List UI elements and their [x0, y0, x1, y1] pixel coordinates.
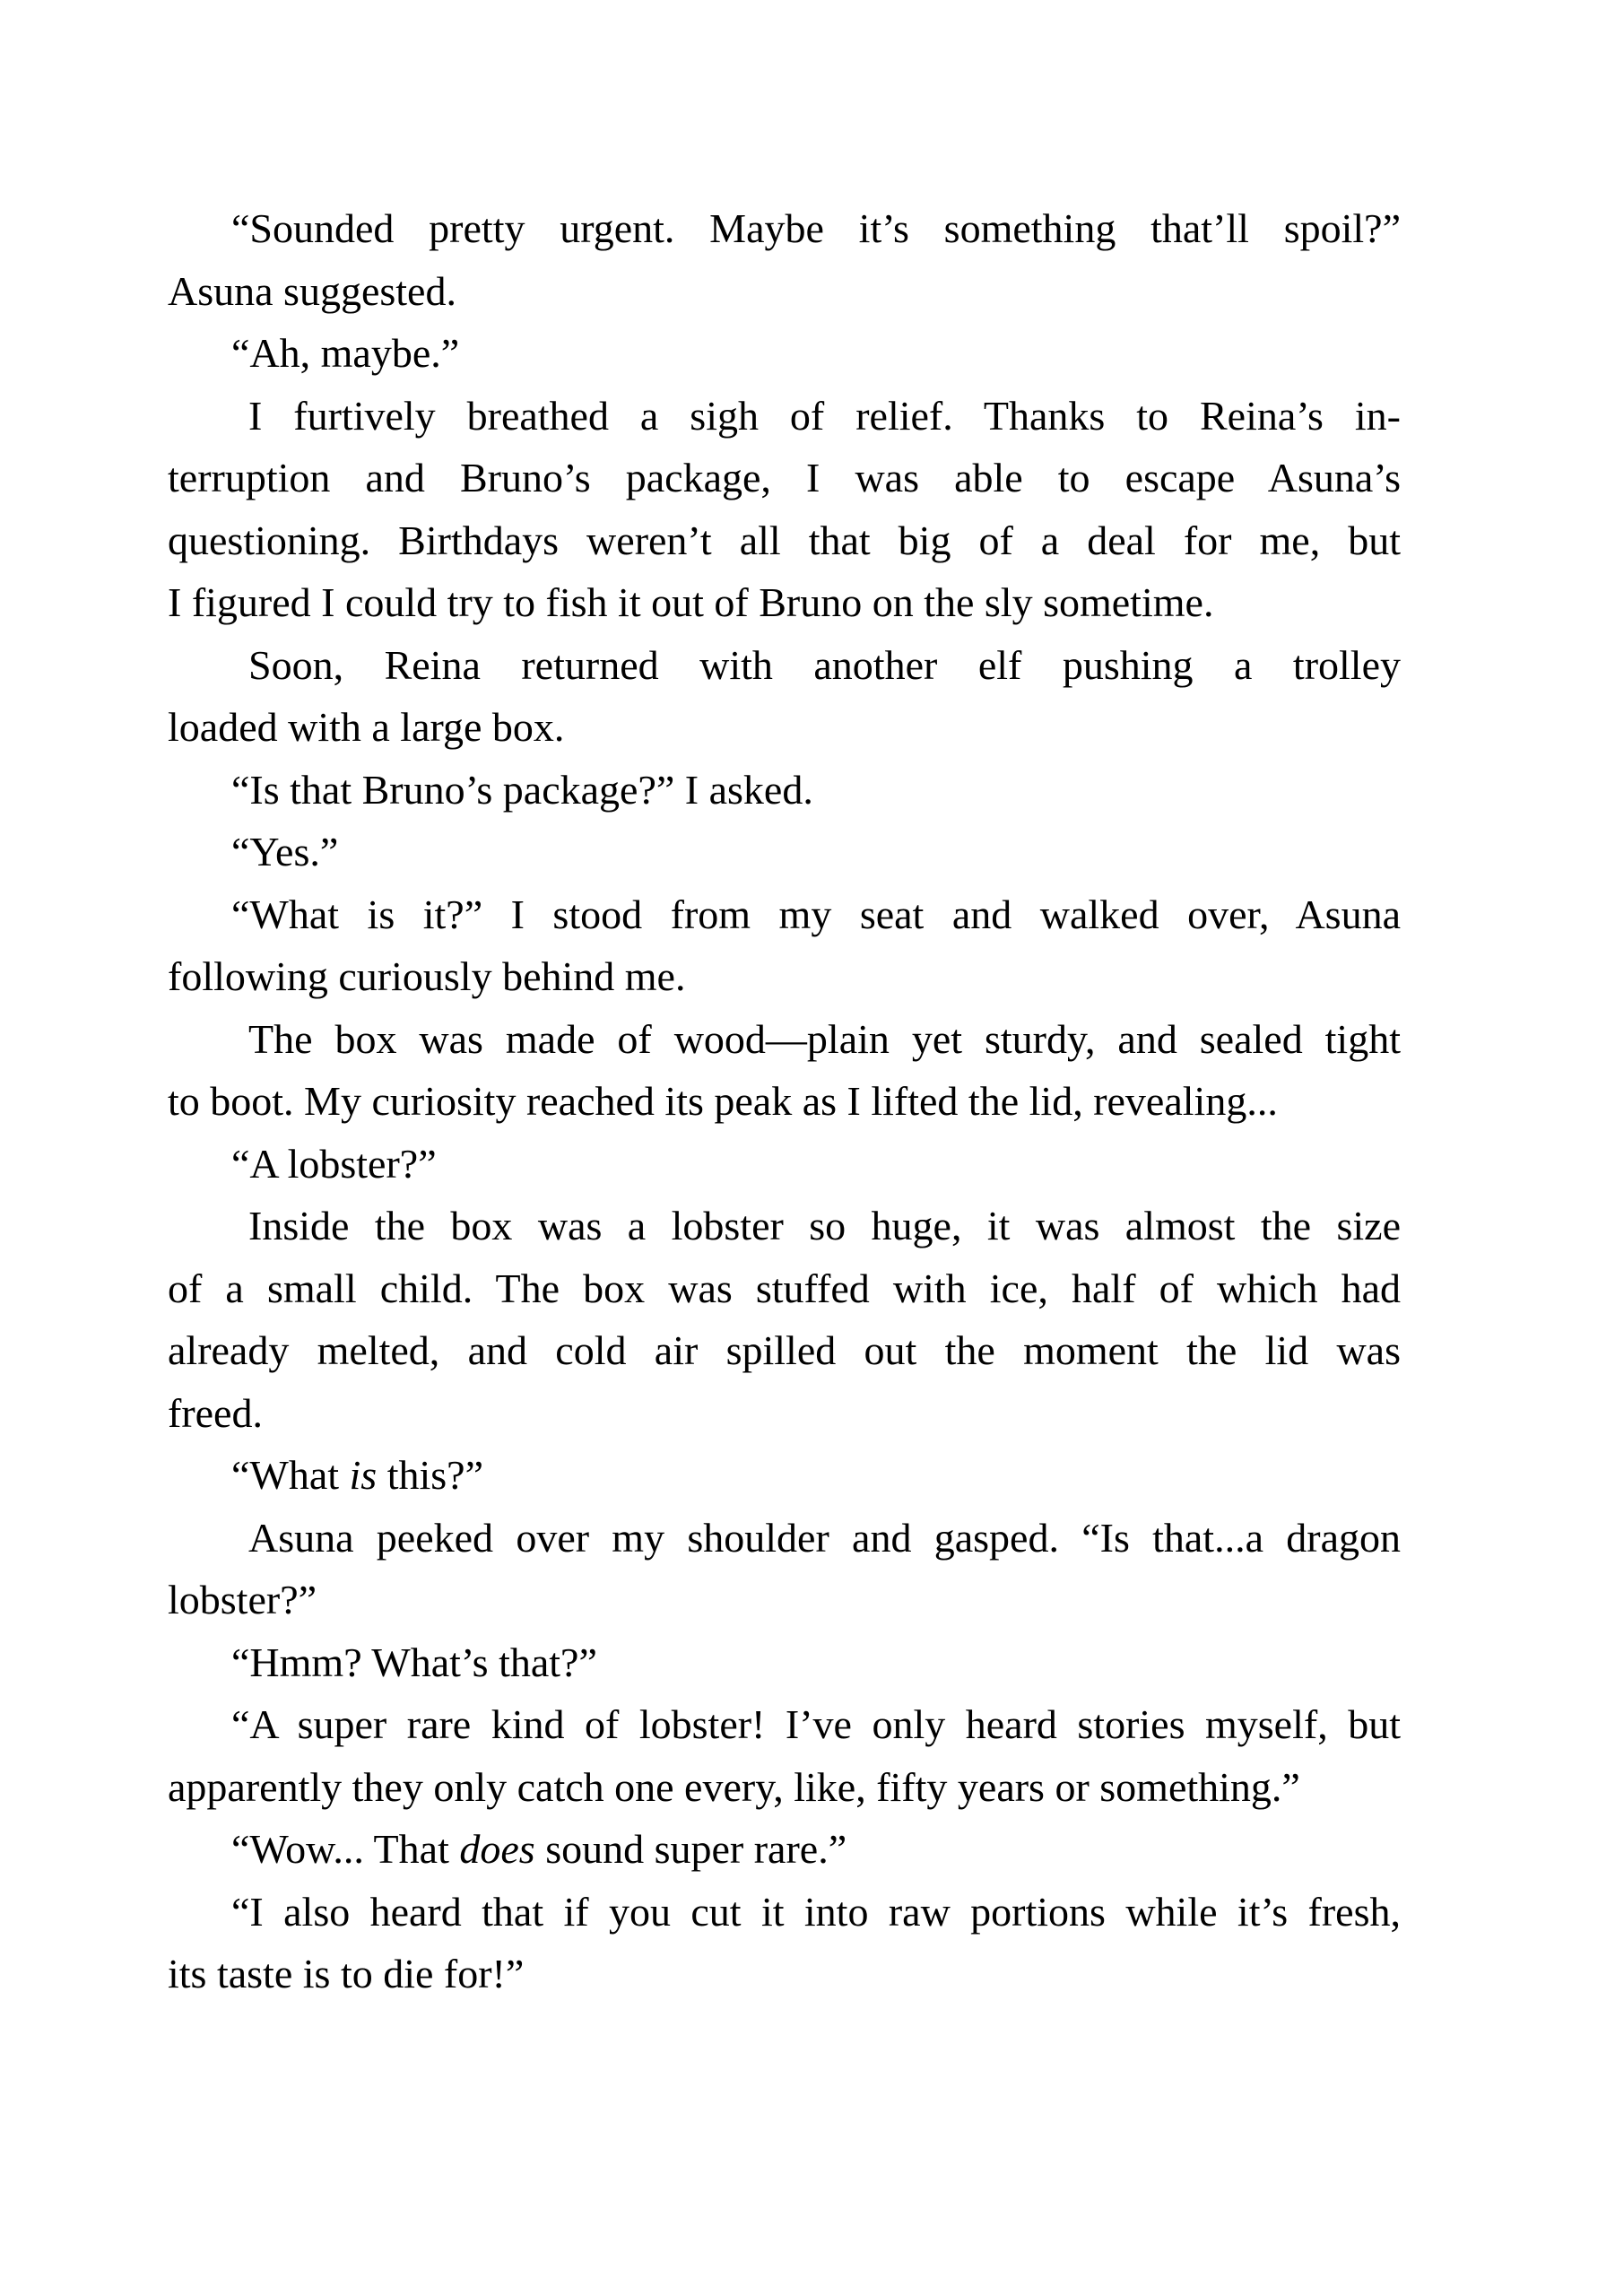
text-segment: Asuna suggested.: [168, 267, 456, 314]
italic-text-segment: does: [459, 1826, 535, 1872]
text-line-content: [231, 1693, 1401, 1756]
text-segment: Soon, Reina returned with another elf pushing a trolley: [248, 641, 1401, 688]
text-segment: its taste is to die for!”: [168, 1951, 525, 1996]
italic-text-segment: is: [349, 1452, 378, 1498]
text-line: [248, 634, 1401, 697]
text-segment: “A lobster?”: [231, 1140, 437, 1187]
text-line: [168, 1257, 1401, 1320]
text-segment: terruption and Bruno’s package, I was able to escape Asuna’s: [168, 455, 1401, 500]
text-line-content: [168, 696, 564, 759]
text-line: [231, 1444, 1401, 1507]
text-line: [231, 1693, 1401, 1756]
text-line-content: [231, 1631, 597, 1694]
text-line-content: [168, 571, 1213, 634]
text-segment: sound super rare.”: [534, 1826, 847, 1872]
text-line: [231, 821, 1401, 883]
text-line: [248, 1507, 1401, 1570]
text-line: [168, 1070, 1401, 1133]
text-segment: The box was made of wood—plain yet sturdy, and sealed tight: [248, 1015, 1401, 1062]
text-segment: “A super rare kind of lobster! I’ve only heard stories myself, but: [231, 1701, 1401, 1747]
text-segment: already melted, and cold air spilled out the moment the lid was: [168, 1327, 1401, 1373]
text-line: [168, 1569, 1401, 1631]
text-segment: lobster?”: [168, 1577, 317, 1622]
text-line: [168, 1319, 1401, 1382]
text-line-content: [231, 821, 338, 883]
text-segment: “Yes.”: [231, 829, 339, 874]
text-segment: this?”: [377, 1452, 484, 1498]
text-line-content: [231, 1133, 437, 1196]
text-line: [231, 1631, 1401, 1694]
text-line: [168, 1943, 1401, 2005]
text-segment: “Ah, maybe.”: [231, 330, 460, 376]
text-line-content: [168, 1319, 1401, 1382]
text-segment: apparently they only catch one every, like, fifty years or something.”: [168, 1763, 1300, 1810]
text-line: [231, 759, 1401, 822]
text-line-content: [168, 1569, 317, 1631]
text-line: [168, 696, 1401, 759]
text-line: [168, 1382, 1401, 1445]
text-line: [168, 1756, 1401, 1819]
text-line-content: [168, 509, 1401, 572]
text-line-content: [231, 1818, 847, 1881]
text-segment: “What is it?” I stood from my seat and walked over, Asuna: [231, 891, 1401, 937]
text-segment: “Wow... That: [231, 1826, 460, 1872]
text-line-content: [248, 634, 1401, 697]
text-segment: freed.: [168, 1389, 263, 1436]
text-line-content: [231, 322, 459, 385]
text-line-content: [248, 1507, 1401, 1570]
text-line: [231, 1881, 1401, 1944]
text-line: [231, 197, 1401, 260]
text-segment: “I also heard that if you cut it into raw portions while it’s fresh,: [231, 1888, 1401, 1935]
text-line-content: [168, 447, 1401, 509]
text-line: [168, 945, 1401, 1008]
text-line-content: [168, 260, 456, 323]
text-line-content: [168, 1257, 1401, 1320]
text-line-content: [168, 1382, 263, 1445]
text-line: [168, 509, 1401, 572]
text-line-content: [231, 883, 1401, 946]
text-segment: “Sounded pretty urgent. Maybe it’s something that’ll spoil?”: [231, 205, 1401, 251]
text-segment: Asuna peeked over my shoulder and gasped. “Is that...a dragon: [248, 1514, 1401, 1561]
text-line-content: [231, 759, 813, 822]
text-line: [248, 1195, 1401, 1257]
text-line: [168, 260, 1401, 323]
text-segment: of a small child. The box was stuffed with ice, half of which had: [168, 1265, 1401, 1311]
text-line-content: [248, 1195, 1401, 1257]
text-line-content: [168, 945, 685, 1008]
text-line: [248, 1008, 1401, 1071]
text-line: [231, 322, 1401, 385]
text-segment: I figured I could try to fish it out of Bruno on the sly sometime.: [168, 579, 1214, 625]
text-segment: “Is that Bruno’s package?” I asked.: [231, 766, 813, 813]
text-line: [231, 883, 1401, 946]
text-line-content: [231, 1444, 483, 1507]
text-segment: loaded with a large box.: [168, 704, 565, 750]
text-segment: “Hmm? What’s that?”: [231, 1639, 597, 1685]
text-line: [231, 1133, 1401, 1196]
text-line-content: [231, 1881, 1401, 1944]
text-segment: Inside the box was a lobster so huge, it was almost the size: [248, 1203, 1401, 1248]
text-line: [231, 1818, 1401, 1881]
text-line: [248, 385, 1401, 448]
text-segment: to boot. My curiosity reached its peak as I lifted the lid, revealing...: [168, 1078, 1278, 1124]
text-line-content: [248, 385, 1401, 448]
text-line-content: [248, 1008, 1401, 1071]
text-line-content: [168, 1070, 1278, 1133]
text-line: [168, 571, 1401, 634]
body-text: [168, 197, 1401, 2005]
text-segment: questioning. Birthdays weren’t all that big of a deal for me, but: [168, 517, 1401, 563]
text-line-content: [168, 1943, 524, 2005]
text-segment: I furtively breathed a sigh of relief. Thanks to Reina’s in-: [248, 392, 1401, 439]
text-line-content: [168, 1756, 1300, 1819]
text-line-content: [231, 197, 1401, 260]
text-segment: following curiously behind me.: [168, 953, 686, 999]
text-line: [168, 447, 1401, 509]
text-segment: “What: [231, 1452, 350, 1498]
